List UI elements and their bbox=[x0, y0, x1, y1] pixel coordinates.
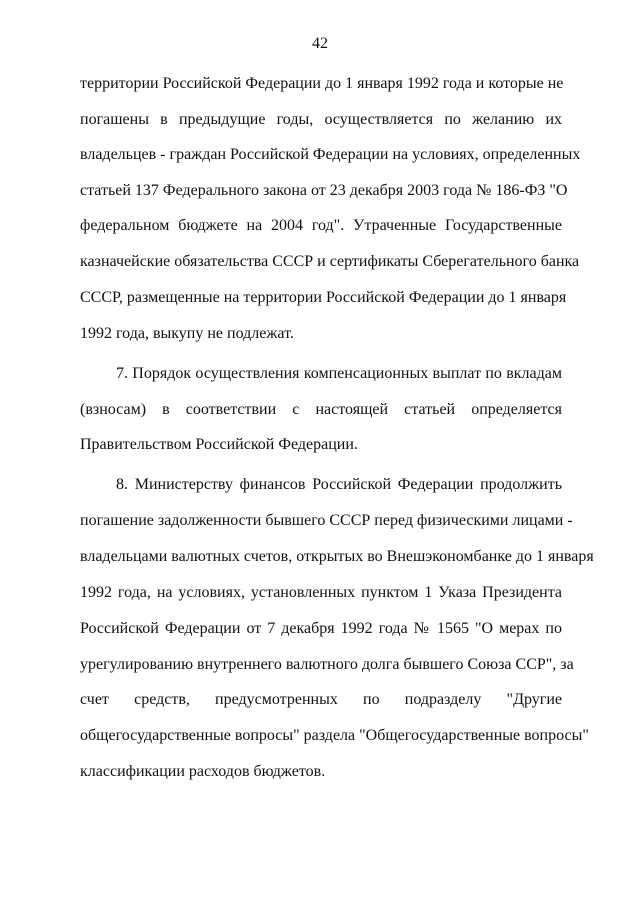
text-line: (взносам) в соответствии с настоящей статьей определяется bbox=[80, 401, 562, 418]
text-line: владельцев - граждан Российской Федерации на условиях, определенных bbox=[80, 146, 581, 163]
text-line: классификации расходов бюджетов. bbox=[80, 763, 326, 780]
text-line: статьей 137 Федерального закона от 23 декабря 2003 года № 186-ФЗ "О bbox=[80, 182, 568, 199]
text-line: счет средств, предусмотренных по подразделу "Другие bbox=[80, 691, 562, 708]
text-line: урегулированию внутреннего валютного долга бывшего Союза ССР", за bbox=[80, 656, 574, 673]
text-line: 1992 года, выкупу не подлежат. bbox=[80, 325, 294, 342]
text-line: казначейские обязательства СССР и сертификаты Сберегательного банка bbox=[80, 253, 580, 270]
text-line: 7. Порядок осуществления компенсационных выплат по вкладам bbox=[116, 365, 562, 382]
text-line: общегосударственные вопросы" раздела "Общегосударственные вопросы" bbox=[80, 727, 589, 744]
text-line: территории Российской Федерации до 1 января 1992 года и которые не bbox=[80, 75, 564, 92]
text-line: Правительством Российской Федерации. bbox=[80, 436, 358, 453]
text-line: 8. Министерству финансов Российской Федерации продолжить bbox=[116, 476, 562, 493]
text-line: федеральном бюджете на 2004 год". Утраченные Государственные bbox=[80, 217, 562, 234]
text-line: 1992 года, на условиях, установленных пунктом 1 Указа Президента bbox=[80, 584, 562, 601]
page-number: 42 bbox=[312, 35, 328, 52]
text-line: погашение задолженности бывшего СССР перед физическими лицами - bbox=[80, 512, 573, 529]
text-line: погашены в предыдущие годы, осуществляется по желанию их bbox=[80, 111, 562, 128]
text-line: владельцами валютных счетов, открытых во Внешэкономбанке до 1 января bbox=[80, 548, 594, 565]
text-line: СССР, размещенные на территории Российской Федерации до 1 января bbox=[80, 289, 567, 306]
text-line: Российской Федерации от 7 декабря 1992 года № 1565 "О мерах по bbox=[80, 620, 562, 637]
